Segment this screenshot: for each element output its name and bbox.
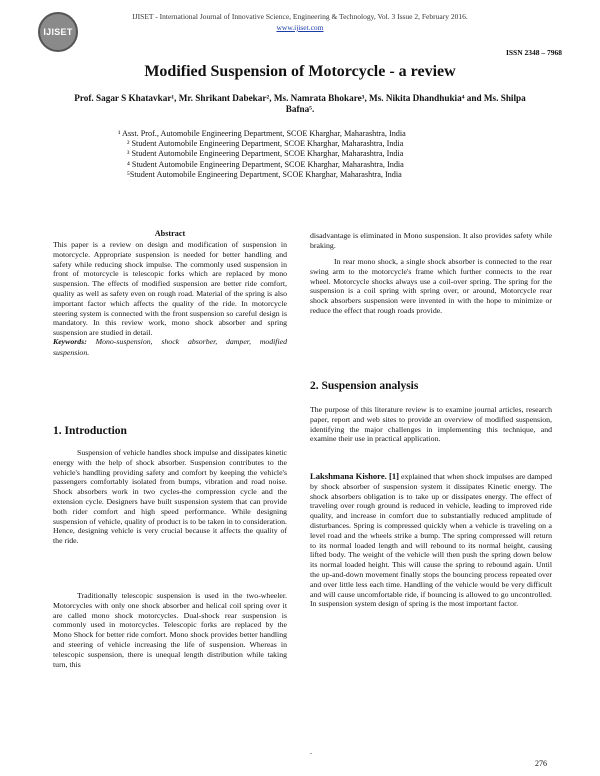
affiliation: ¹ Asst. Prof., Automobile Engineering Department, SCOE Kharghar, Maharashtra, India bbox=[118, 129, 406, 138]
affiliation: ⁵Student Automobile Engineering Department, SCOE Kharghar, Maharashtra, India bbox=[127, 169, 402, 179]
page-number: 276 bbox=[535, 759, 547, 768]
authors-line-1: Prof. Sagar S Khatavkar¹, Mr. Shrikant Dabekar², Ms. Namrata Bhokare³, Ms. Nikita Dhandhukia⁴ and Ms. Shilpa bbox=[74, 93, 526, 103]
keywords-label: Keywords: bbox=[53, 337, 87, 346]
authors-line-2: Bafna⁵. bbox=[285, 104, 315, 114]
keywords-list: Mono-suspension, shock absorber, damper, modified suspension. bbox=[53, 337, 287, 357]
section-heading-introduction: 1. Introduction bbox=[53, 425, 127, 437]
section-heading-suspension-analysis: 2. Suspension analysis bbox=[310, 380, 419, 392]
abstract-heading: Abstract bbox=[154, 229, 186, 238]
intro-paragraph-2: Traditionally telescopic suspension is used in the two-wheeler. Motorcycles with only one shock absorber and helical coil spring over it are called mono shock motorcycles. Dual-shock rear suspension is commonly used in motorcycles. Telescopic forks are replaced by the Mono Shock for better ride comfort. Mono shock provides better handling and steering of vehicle increasing the life of suspension. Whereas in telescopic suspension, there is unequal length distribution while taking turn, this bbox=[53, 591, 287, 669]
logo-text: IJISET bbox=[43, 27, 73, 37]
affiliation: ² Student Automobile Engineering Department, SCOE Kharghar, Maharashtra, India bbox=[127, 139, 404, 149]
right-paragraph-3: Lakshmana Kishore. [1] explained that when shock impulses are damped by shock absorber of suspension system it dissipates Kinetic energy. The shock absorbers obligation is to take up or dissipates energy. The effect of traveling over rough ground is reduced in vehicle, leading to improved ride quality, and increase in comfort due to substantially reduced amplitude of disturbances. Spring is compressed quickly when a vehicle is traveling on a level road and the wheels strike a bump. The spring compressed will return to its normal loaded length and will rebound to its normal height, causing lifted body. The weight of the vehicle will then push the spring down below its normal loaded height. This will cause the spring to rebound again. Until the up-and-down movement finally stops the bouncing process repeated over and over little less each time. Handling of the vehicle would be very difficult and will cause uncomfortable ride, if bouncing is allowed to go uncontrolled. In suspension system design of spring is the most important factor. bbox=[310, 471, 552, 609]
trailing-dot: . bbox=[310, 747, 312, 756]
intro-paragraph-1: Suspension of vehicle handles shock impulse and dissipates kinetic energy with the help of shock absorber. Suspension contributes to the vehicle's handling providing safety and comfort by keeping the vehicle's passengers comfortably isolated from bumps, vibration and road noise. Shock absorbers work in two cycles-the compression cycle and the extension cycle. Designers have built suspension system that can provide both rider comfort and high speed performance. While designing suspension of vehicle, quality of product is to be taken in to consideration. Hence, designing vehicle is very crucial because it affects the quality of the ride. bbox=[53, 448, 287, 546]
affiliation: ³ Student Automobile Engineering Department, SCOE Kharghar, Maharashtra, India bbox=[127, 149, 404, 159]
keywords bbox=[53, 336, 287, 358]
paper-title: Modified Suspension of Motorcycle - a review bbox=[144, 63, 456, 80]
right-paragraph-2: The purpose of this literature review is to examine journal articles, research paper, report and web sites to provide an overview of modified suspension, identifying the major challenges in implementing this technique, and examine their use in practical application. bbox=[310, 405, 552, 444]
affiliations bbox=[118, 129, 498, 180]
journal-url[interactable]: www.ijiset.com bbox=[276, 23, 324, 32]
affiliation: ⁴ Student Automobile Engineering Department, SCOE Kharghar, Maharashtra, India bbox=[127, 159, 404, 169]
journal-header: IJISET - International Journal of Innovative Science, Engineering & Technology, Vol. 3 Issue 2, February 2016. bbox=[132, 12, 468, 21]
issn: ISSN 2348 – 7968 bbox=[505, 48, 562, 57]
right-paragraph-0: disadvantage is eliminated in Mono suspension. It also provides safety while braking. bbox=[310, 231, 552, 250]
reference-author: Lakshmana Kishore. [1] bbox=[310, 471, 399, 481]
authors bbox=[70, 93, 530, 115]
right-paragraph-1: In rear mono shock, a single shock absorber is connected to the rear swing arm to the motorcycle's frame which further connects to the rear wheel. Motorcycle shocks always use a coil-over spring. The spring for the suspension is a coil spring with spring over, or around, Motorcycle rear shock absorbers suspension were invented in with the hope to minimize or reduce the effect that rough roads provide. bbox=[310, 257, 552, 315]
abstract-text: This paper is a review on design and modification of suspension in motorcycle. Appropriate suspension is needed for better handling and safety while reducing shock impulse. The commonly used suspension in front of motorcycle is telescopic forks which are replaced by mono suspension. The effects of modified suspension are better ride comfort, quality as well as safety even on rough road. Material of the spring is also important factor which affects the quality of the ride. In motorcycle steering system is connected with the front suspension so careful design is mandatory. In this review work, mono shock absorber and spring suspension are studied in detail. bbox=[53, 240, 287, 338]
